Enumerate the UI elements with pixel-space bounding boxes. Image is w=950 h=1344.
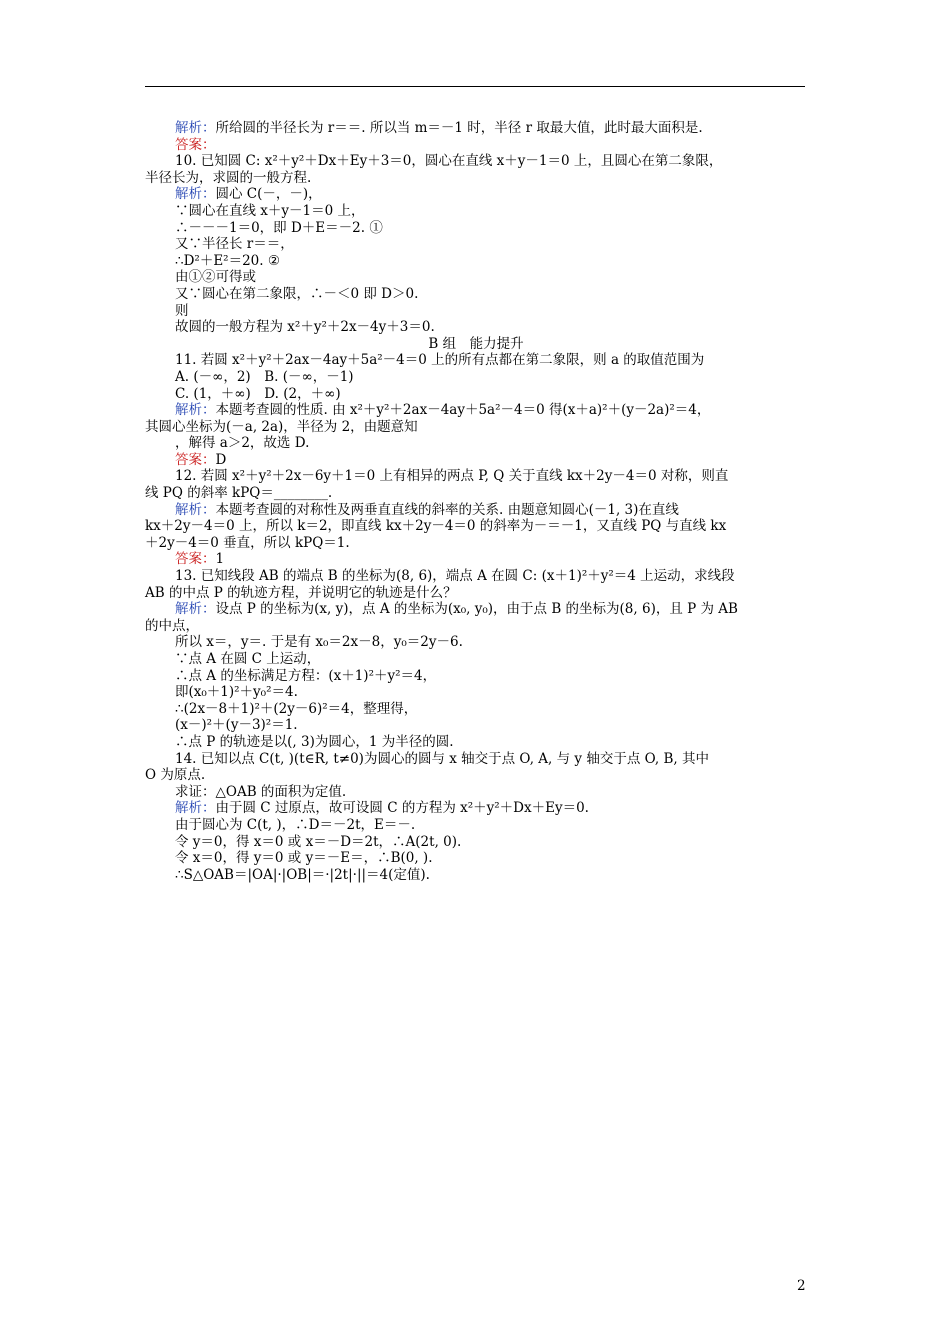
line-text: ∴点 A 的坐标满足方程：(x＋1)²＋y²＝4， [175, 667, 437, 684]
section-heading [145, 336, 807, 353]
line-text: ∵圆心在直线 x＋y－1＝0 上， [175, 202, 365, 219]
line-text: 本题考查圆的对称性及两垂直直线的斜率的关系. 由题意知圆心(－1, 3)在直线 [215, 501, 679, 518]
text-line [145, 701, 807, 718]
text-line [145, 269, 807, 286]
document-body [145, 120, 807, 883]
line-text: 则 [175, 302, 189, 319]
line-text: B 组 能力提升 [428, 335, 524, 352]
answer-label: 答案： [175, 136, 216, 153]
text-line [145, 236, 807, 253]
line-text: (x－)²＋(y－3)²＝1. [175, 717, 298, 734]
text-line [145, 120, 807, 137]
text-line [145, 551, 807, 568]
header-rule [145, 86, 805, 87]
line-text: 的中点， [145, 617, 199, 634]
line-text: ＋2y－4＝0 垂直，所以 kPQ＝1. [145, 534, 350, 551]
text-line [145, 867, 807, 884]
line-text: 本题考查圆的性质. 由 x²＋y²＋2ax－4ay＋5a²－4＝0 得(x＋a)²＋(y－2a)²＝4， [215, 402, 711, 419]
line-text: 又∵圆心在第二象限，∴－＜0 即 D＞0. [175, 285, 419, 302]
text-line [145, 734, 807, 751]
analysis-label: 解析： [175, 402, 216, 419]
text-line [145, 386, 807, 403]
line-text: ∵点 A 在圆 C 上运动， [175, 651, 321, 667]
line-text: D [215, 451, 227, 468]
line-text: 令 y＝0，得 x＝0 或 x＝－D＝2t，∴A(2t, 0). [175, 833, 462, 850]
line-text: ∴－－－1＝0，即 D＋E＝－2. ① [175, 219, 383, 236]
text-line [145, 634, 807, 651]
text-line [145, 170, 807, 187]
line-text: 由于圆 C 过原点，故可设圆 C 的方程为 x²＋y²＋Dx＋Ey＝0. [215, 800, 589, 817]
text-line [145, 784, 807, 801]
line-text: 圆心 C(－，－)， [215, 186, 322, 203]
analysis-label: 解析： [175, 501, 216, 518]
text-line [145, 651, 807, 668]
line-text: 由于圆心为 C(t, )，∴D＝－2t，E＝－. [175, 816, 416, 833]
text-line [145, 767, 807, 784]
answer-label: 答案： [175, 551, 216, 568]
line-text: ∴D²＋E²＝20. ② [175, 252, 280, 269]
text-line [145, 253, 807, 270]
line-text: 11. 若圆 x²＋y²＋2ax－4ay＋5a²－4＝0 上的所有点都在第二象限，则 a 的取值范围为 [175, 352, 705, 369]
text-line [145, 286, 807, 303]
line-text: A. (－∞，2) B. (－∞，－1) [175, 368, 354, 385]
text-line [145, 369, 807, 386]
text-line [145, 668, 807, 685]
analysis-label: 解析： [175, 800, 216, 817]
line-text: 设点 P 的坐标为(x, y)，点 A 的坐标为(x₀, y₀)，由于点 B 的坐标为(8, 6)，且 P 为 AB [215, 601, 738, 618]
text-line [145, 618, 807, 635]
line-text: 令 x＝0，得 y＝0 或 y＝－E＝，∴B(0, ). [175, 850, 433, 867]
text-line [145, 220, 807, 237]
text-line [145, 402, 807, 419]
line-text: 所给圆的半径长为 r＝＝. 所以当 m＝－1 时，半径 r 取最大值，此时最大面积是. [215, 120, 703, 136]
analysis-label: 解析： [175, 120, 216, 136]
line-text: AB 的中点 P 的轨迹方程，并说明它的轨迹是什么？ [145, 584, 457, 601]
line-text: 求证：△OAB 的面积为定值. [175, 783, 347, 800]
line-text: 13. 已知线段 AB 的端点 B 的坐标为(8, 6)，端点 A 在圆 C: (x＋1)²＋y²＝4 上运动，求线段 [175, 568, 735, 585]
text-line [145, 834, 807, 851]
line-text: 12. 若圆 x²＋y²＋2x－6y＋1＝0 上有相异的两点 P, Q 关于直线 kx＋2y－4＝0 对称，则直 [175, 468, 729, 485]
line-text: 线 PQ 的斜率 kPQ＝________. [145, 485, 333, 502]
line-text: 所以 x＝，y＝. 于是有 x₀＝2x－8，y₀＝2y－6. [175, 634, 463, 651]
text-line [145, 585, 807, 602]
text-line [145, 717, 807, 734]
line-text: C. (1，＋∞) D. (2，＋∞) [175, 385, 341, 402]
text-line [145, 452, 807, 469]
line-text: O 为原点. [145, 767, 206, 784]
line-text: 1 [215, 551, 225, 568]
text-line [145, 535, 807, 552]
text-line [145, 850, 807, 867]
text-line [145, 468, 807, 485]
line-text: 又∵半径长 r＝＝， [175, 236, 294, 253]
text-line [145, 435, 807, 452]
text-line [145, 303, 807, 320]
text-line [145, 186, 807, 203]
page-number: 2 [797, 1278, 806, 1294]
line-text: 14. 已知以点 C(t, )(t∈R, t≠0)为圆心的圆与 x 轴交于点 O, A, 与 y 轴交于点 O, B, 其中 [175, 750, 709, 767]
text-line [145, 153, 807, 170]
answer-label: 答案： [175, 451, 216, 468]
text-line [145, 684, 807, 701]
line-text: ∴S△OAB＝|OA|·|OB|＝·|2t|·||＝4(定值). [175, 866, 430, 883]
text-line [145, 203, 807, 220]
text-line [145, 601, 807, 618]
line-text: ∴点 P 的轨迹是以(, 3)为圆心，1 为半径的圆. [175, 733, 454, 750]
text-line [145, 817, 807, 834]
text-line [145, 568, 807, 585]
analysis-label: 解析： [175, 601, 216, 618]
line-text: 即(x₀＋1)²＋y₀²＝4. [175, 684, 298, 701]
line-text: 故圆的一般方程为 x²＋y²＋2x－4y＋3＝0. [175, 319, 435, 336]
line-text: ∴(2x－8＋1)²＋(2y－6)²＝4，整理得， [175, 700, 418, 717]
text-line [145, 751, 807, 768]
text-line [145, 518, 807, 535]
line-text: 由①②可得或 [175, 269, 256, 286]
text-line [145, 419, 807, 436]
text-line [145, 800, 807, 817]
line-text: kx＋2y－4＝0 上，所以 k＝2，即直线 kx＋2y－4＝0 的斜率为－＝－1，又直线 PQ 与直线 kx [145, 518, 727, 535]
text-line [145, 485, 807, 502]
text-line [145, 352, 807, 369]
text-line [145, 319, 807, 336]
line-text: 其圆心坐标为(－a, 2a)，半径为 2，由题意知 [145, 418, 418, 435]
line-text: ，解得 a＞2，故选 D. [175, 435, 310, 452]
analysis-label: 解析： [175, 186, 216, 203]
line-text: 10. 已知圆 C: x²＋y²＋Dx＋Ey＋3＝0，圆心在直线 x＋y－1＝0 上，且圆心在第二象限， [175, 153, 723, 170]
line-text: 半径长为，求圆的一般方程. [145, 169, 312, 186]
text-line [145, 502, 807, 519]
text-line [145, 137, 807, 154]
